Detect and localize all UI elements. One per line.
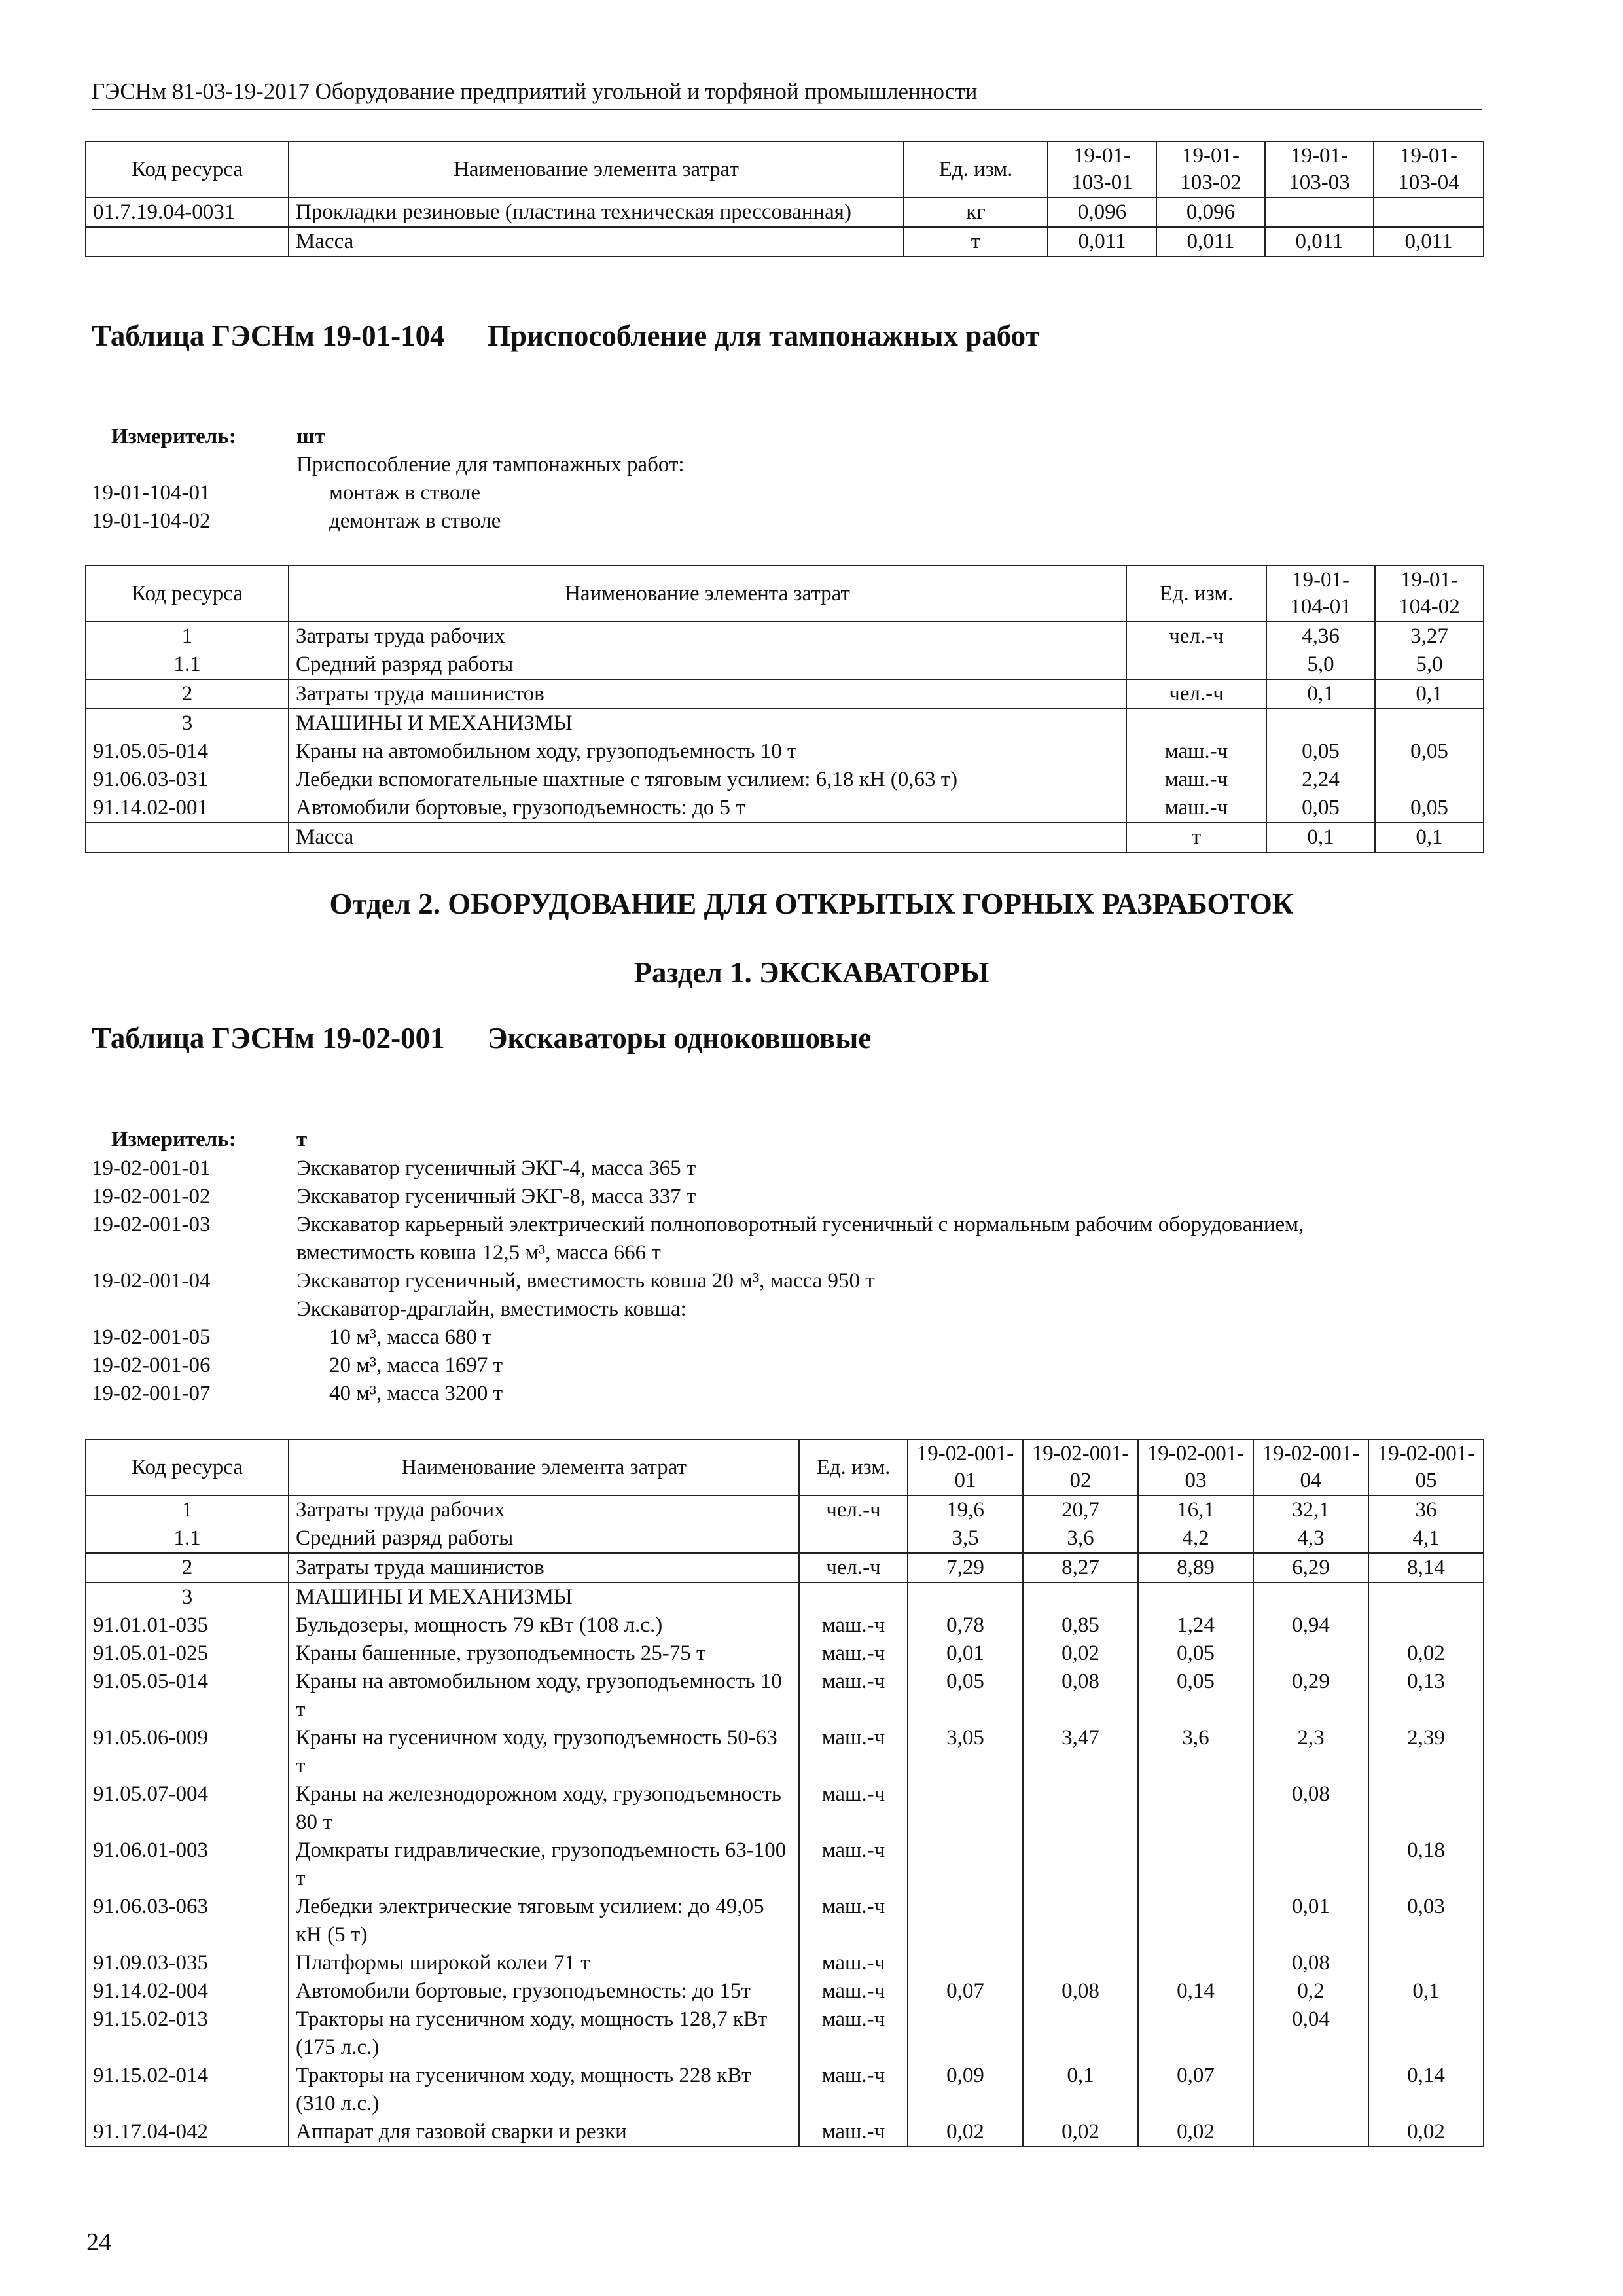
column-header: 19-02-001-01 (908, 1439, 1023, 1496)
value-cell (1253, 1640, 1368, 1668)
table-row (86, 651, 1484, 679)
value-cell (1253, 1837, 1368, 1893)
division-heading: Отдел 2. ОБОРУДОВАНИЕ ДЛЯ ОТКРЫТЫХ ГОРНЫХ РАЗРАБОТОК (329, 888, 1294, 920)
cost-element-name: Лебедки вспомогательные шахтные с тяговым усилием: 6,18 кН (0,63 т) (289, 766, 1126, 794)
item-text: Экскаватор карьерный электрический полноповоротный гусеничный с нормальным рабочим оборудованием, (296, 1213, 1304, 1236)
table-row (86, 2118, 1484, 2147)
item-text: Экскаватор гусеничный, вместимость ковша 20 м³, масса 950 т (296, 1269, 875, 1293)
value-cell (1368, 1611, 1484, 1640)
unit-cell: маш.-ч (1126, 766, 1266, 794)
value-cell: 2,3 (1253, 1724, 1368, 1780)
resource-code: 2 (86, 679, 289, 709)
unit-cell (1126, 651, 1266, 679)
value-cell: 3,5 (908, 1524, 1023, 1553)
value-cell: 6,29 (1253, 1553, 1368, 1583)
resource-code: 91.09.03-035 (86, 1949, 289, 1977)
measure-item (92, 1155, 1492, 1183)
unit-cell: кг (904, 198, 1048, 227)
cost-element-name: Краны на автомобильном ходу, грузоподъемность 10 т (289, 738, 1126, 766)
value-cell: 0,05 (1266, 794, 1375, 823)
table-row (86, 1640, 1484, 1668)
measure-item (92, 507, 1466, 535)
column-header: Наименование элемента затрат (289, 141, 904, 198)
table-title-name: Экскаваторы одноковшовые (488, 1022, 872, 1054)
unit-cell: маш.-ч (799, 1668, 908, 1724)
value-cell: 0,02 (1368, 2118, 1484, 2147)
cost-element-name: Затраты труда рабочих (289, 1496, 799, 1524)
value-cell: 0,1 (1375, 823, 1484, 852)
value-cell (1375, 709, 1484, 738)
measure-unit: т (296, 1128, 308, 1151)
value-cell: 0,14 (1138, 1977, 1253, 2005)
column-header: 19-02-001-03 (1138, 1439, 1253, 1496)
column-header: 19-01-103-01 (1048, 141, 1156, 198)
cost-element-name: Тракторы на гусеничном ходу, мощность 128,7 кВт (175 л.с.) (289, 2005, 799, 2062)
measure-label: Измеритель: (111, 1128, 236, 1151)
table-row (86, 1496, 1484, 1524)
cost-element-name: Средний разряд работы (289, 1524, 799, 1553)
value-cell: 0,05 (1138, 1640, 1253, 1668)
table-row (86, 709, 1484, 738)
resource-code: 1 (86, 622, 289, 651)
unit-cell: маш.-ч (799, 1611, 908, 1640)
column-header: 19-01-103-04 (1374, 141, 1484, 198)
unit-cell: маш.-ч (1126, 794, 1266, 823)
item-text: Приспособление для тампонажных работ: (296, 453, 685, 476)
cost-element-name: Автомобили бортовые, грузоподъемность: до 15т (289, 1977, 799, 2005)
value-cell (1138, 1837, 1253, 1893)
value-cell: 0,08 (1253, 1780, 1368, 1837)
value-cell: 0,02 (1023, 2118, 1138, 2147)
unit-cell (799, 1583, 908, 1611)
item-text: Экскаватор гусеничный ЭКГ-8, масса 337 т (296, 1185, 696, 1208)
value-cell: 32,1 (1253, 1496, 1368, 1524)
value-cell (1368, 1583, 1484, 1611)
value-cell: 16,1 (1138, 1496, 1253, 1524)
value-cell (1138, 1949, 1253, 1977)
value-cell (1375, 766, 1484, 794)
resource-code: 91.05.05-014 (86, 738, 289, 766)
resource-code: 01.7.19.04-0031 (86, 198, 289, 227)
measure-item (92, 1380, 1492, 1408)
cost-element-name: Затраты труда машинистов (289, 679, 1126, 709)
value-cell: 0,05 (908, 1668, 1023, 1724)
resource-code: 91.06.03-031 (86, 766, 289, 794)
cost-element-name: Прокладки резиновые (пластина техническая прессованная) (289, 198, 904, 227)
table-row (86, 766, 1484, 794)
table-row (86, 2062, 1484, 2118)
value-cell: 0,02 (908, 2118, 1023, 2147)
column-header: 19-02-001-04 (1253, 1439, 1368, 1496)
unit-cell: маш.-ч (799, 2118, 908, 2147)
measure-item (92, 1267, 1492, 1295)
resource-code: 91.06.01-003 (86, 1837, 289, 1893)
table-row (86, 1780, 1484, 1837)
cost-element-name: Масса (289, 823, 1126, 852)
cost-element-name: Средний разряд работы (289, 651, 1126, 679)
table-row (86, 1583, 1484, 1611)
value-cell: 8,14 (1368, 1553, 1484, 1583)
value-cell: 5,0 (1266, 651, 1375, 679)
table-row (86, 227, 1484, 257)
resource-code: 3 (86, 1583, 289, 1611)
value-cell (1368, 1780, 1484, 1837)
cost-element-name: Краны на автомобильном ходу, грузоподъемность 10 т (289, 1668, 799, 1724)
value-cell: 4,1 (1368, 1524, 1484, 1553)
cost-element-name: Домкраты гидравлические, грузоподъемность 63-100 т (289, 1837, 799, 1893)
unit-cell: маш.-ч (799, 1893, 908, 1949)
unit-cell: чел.-ч (1126, 679, 1266, 709)
value-cell (1023, 1893, 1138, 1949)
item-code: 19-02-001-05 (92, 1325, 211, 1349)
value-cell: 7,29 (908, 1553, 1023, 1583)
cost-element-name: Затраты труда рабочих (289, 622, 1126, 651)
unit-cell: маш.-ч (799, 1780, 908, 1837)
value-cell: 8,89 (1138, 1553, 1253, 1583)
cost-element-name: Лебедки электрические тяговым усилием: до 49,05 кН (5 т) (289, 1893, 799, 1949)
resource-code: 91.06.03-063 (86, 1893, 289, 1949)
item-text: Экскаватор-драглайн, вместимость ковша: (296, 1297, 687, 1321)
cost-element-name: Краны на гусеничном ходу, грузоподъемность 50-63 т (289, 1724, 799, 1780)
value-cell (1023, 1583, 1138, 1611)
measure-items (92, 451, 1466, 535)
cost-element-name: Тракторы на гусеничном ходу, мощность 228 кВт (310 л.с.) (289, 2062, 799, 2118)
value-cell: 0,05 (1375, 738, 1484, 766)
table-title-code: Таблица ГЭСНм 19-01-104 (92, 319, 445, 352)
cost-element-name: Краны на железнодорожном ходу, грузоподъемность 80 т (289, 1780, 799, 1837)
item-code: 19-02-001-07 (92, 1382, 211, 1405)
value-cell: 0,07 (908, 1977, 1023, 2005)
column-header: Код ресурса (86, 565, 289, 622)
resource-code: 91.14.02-004 (86, 1977, 289, 2005)
table-title-code: Таблица ГЭСНм 19-02-001 (92, 1022, 445, 1054)
column-header: 19-02-001-05 (1368, 1439, 1484, 1496)
column-header: Наименование элемента затрат (289, 565, 1126, 622)
measure-item (92, 1295, 1492, 1323)
value-cell (1023, 1837, 1138, 1893)
value-cell: 2,39 (1368, 1724, 1484, 1780)
table-row (86, 1611, 1484, 1640)
value-cell: 0,05 (1266, 738, 1375, 766)
value-cell (1374, 198, 1484, 227)
table-title-name: Приспособление для тампонажных работ (488, 319, 1040, 352)
value-cell: 0,096 (1156, 198, 1265, 227)
value-cell: 0,1 (1368, 1977, 1484, 2005)
table-row (86, 2005, 1484, 2062)
table-row (86, 1553, 1484, 1583)
column-header: Ед. изм. (904, 141, 1048, 198)
column-header: 19-01-104-01 (1266, 565, 1375, 622)
table-row (86, 1977, 1484, 2005)
cost-table-19-01-104 (85, 565, 1484, 853)
value-cell: 0,13 (1368, 1668, 1484, 1724)
unit-cell (1126, 709, 1266, 738)
table-row (86, 794, 1484, 823)
unit-cell: маш.-ч (799, 1724, 908, 1780)
value-cell: 0,29 (1253, 1668, 1368, 1724)
value-cell (908, 1583, 1023, 1611)
measure-item (92, 1183, 1492, 1211)
value-cell (1138, 2005, 1253, 2062)
table-row (86, 823, 1484, 852)
value-cell: 3,6 (1138, 1724, 1253, 1780)
resource-code: 91.05.06-009 (86, 1724, 289, 1780)
table-row (86, 1893, 1484, 1949)
unit-cell (799, 1524, 908, 1553)
cost-element-name: Аппарат для газовой сварки и резки (289, 2118, 799, 2147)
resource-code: 3 (86, 709, 289, 738)
unit-cell: чел.-ч (1126, 622, 1266, 651)
value-cell: 0,09 (908, 2062, 1023, 2118)
item-code: 19-02-001-02 (92, 1185, 211, 1208)
item-text: 20 м³, масса 1697 т (329, 1354, 503, 1377)
value-cell (908, 2005, 1023, 2062)
value-cell: 0,011 (1265, 227, 1374, 257)
resource-code: 91.05.07-004 (86, 1780, 289, 1837)
value-cell: 3,6 (1023, 1524, 1138, 1553)
value-cell: 3,47 (1023, 1724, 1138, 1780)
table-row (86, 1837, 1484, 1893)
running-header: ГЭСНм 81-03-19-2017 Оборудование предприятий угольной и торфяной промышленности (92, 77, 1482, 110)
resource-code: 1.1 (86, 1524, 289, 1553)
value-cell (1023, 1949, 1138, 1977)
table-row (86, 1668, 1484, 1724)
value-cell: 3,27 (1375, 622, 1484, 651)
value-cell (1253, 2118, 1368, 2147)
section-heading: Раздел 1. ЭКСКАВАТОРЫ (633, 956, 990, 989)
value-cell: 3,05 (908, 1724, 1023, 1780)
measure-item (92, 1239, 1492, 1267)
item-text: 40 м³, масса 3200 т (329, 1382, 503, 1405)
value-cell: 0,2 (1253, 1977, 1368, 2005)
resource-code: 91.15.02-014 (86, 2062, 289, 2118)
table-row (86, 198, 1484, 227)
value-cell: 0,011 (1156, 227, 1265, 257)
resource-code: 91.14.02-001 (86, 794, 289, 823)
value-cell: 36 (1368, 1496, 1484, 1524)
value-cell: 0,1 (1266, 823, 1375, 852)
value-cell: 0,94 (1253, 1611, 1368, 1640)
resource-code: 2 (86, 1553, 289, 1583)
value-cell (1138, 1583, 1253, 1611)
resource-code (86, 227, 289, 257)
column-header: Код ресурса (86, 1439, 289, 1496)
unit-cell: маш.-ч (799, 1977, 908, 2005)
item-code: 19-02-001-03 (92, 1213, 211, 1236)
item-code: 19-02-001-01 (92, 1157, 211, 1180)
value-cell: 0,096 (1048, 198, 1156, 227)
value-cell: 2,24 (1266, 766, 1375, 794)
cost-element-name: Бульдозеры, мощность 79 кВт (108 л.с.) (289, 1611, 799, 1640)
value-cell: 0,011 (1048, 227, 1156, 257)
resource-code: 91.17.04-042 (86, 2118, 289, 2147)
item-text: 10 м³, масса 680 т (329, 1325, 492, 1349)
item-code: 19-02-001-04 (92, 1269, 211, 1293)
measure-item (92, 479, 1466, 507)
value-cell: 0,02 (1368, 1640, 1484, 1668)
value-cell: 1,24 (1138, 1611, 1253, 1640)
cost-element-name: Платформы широкой колеи 71 т (289, 1949, 799, 1977)
value-cell: 8,27 (1023, 1553, 1138, 1583)
value-cell (908, 1893, 1023, 1949)
value-cell (1368, 1949, 1484, 1977)
cost-element-name: Автомобили бортовые, грузоподъемность: до 5 т (289, 794, 1126, 823)
value-cell: 4,3 (1253, 1524, 1368, 1553)
value-cell: 0,02 (1138, 2118, 1253, 2147)
column-header: 19-01-103-02 (1156, 141, 1265, 198)
value-cell (1265, 198, 1374, 227)
value-cell: 0,011 (1374, 227, 1484, 257)
measure-label: Измеритель: (111, 425, 236, 448)
measure-item (92, 1211, 1492, 1239)
unit-cell: маш.-ч (799, 1837, 908, 1893)
value-cell (908, 1949, 1023, 1977)
item-text: Экскаватор гусеничный ЭКГ-4, масса 365 т (296, 1157, 696, 1180)
value-cell: 0,1 (1023, 2062, 1138, 2118)
value-cell: 0,04 (1253, 2005, 1368, 2062)
value-cell: 0,78 (908, 1611, 1023, 1640)
value-cell: 0,08 (1023, 1977, 1138, 2005)
resource-code: 91.05.01-025 (86, 1640, 289, 1668)
measure-items (92, 1155, 1492, 1408)
cost-element-name: Масса (289, 227, 904, 257)
resource-code: 91.05.05-014 (86, 1668, 289, 1724)
value-cell: 0,08 (1023, 1668, 1138, 1724)
cost-element-name: Краны башенные, грузоподъемность 25-75 т (289, 1640, 799, 1668)
value-cell: 0,05 (1375, 794, 1484, 823)
measure-item (92, 1323, 1492, 1352)
value-cell: 0,85 (1023, 1611, 1138, 1640)
value-cell (1266, 709, 1375, 738)
value-cell (1253, 2062, 1368, 2118)
cost-element-name: Затраты труда машинистов (289, 1553, 799, 1583)
item-text: монтаж в стволе (329, 481, 480, 505)
unit-cell: маш.-ч (799, 2005, 908, 2062)
cost-table-19-01-103 (85, 141, 1484, 257)
value-cell: 0,01 (908, 1640, 1023, 1668)
resource-code: 91.01.01-035 (86, 1611, 289, 1640)
table-row (86, 1949, 1484, 1977)
table-row (86, 622, 1484, 651)
unit-cell: т (1126, 823, 1266, 852)
value-cell (1368, 2005, 1484, 2062)
column-header: Наименование элемента затрат (289, 1439, 799, 1496)
unit-cell: т (904, 227, 1048, 257)
column-header: Ед. изм. (1126, 565, 1266, 622)
value-cell: 0,1 (1266, 679, 1375, 709)
cost-table-19-02-001 (85, 1439, 1484, 2147)
item-code: 19-01-104-02 (92, 509, 211, 533)
resource-code: 1.1 (86, 651, 289, 679)
unit-cell: чел.-ч (799, 1553, 908, 1583)
item-code: 19-02-001-06 (92, 1354, 211, 1377)
page-number: 24 (86, 2229, 111, 2256)
value-cell: 0,1 (1375, 679, 1484, 709)
value-cell: 0,18 (1368, 1837, 1484, 1893)
value-cell (1253, 1583, 1368, 1611)
unit-cell: маш.-ч (799, 1949, 908, 1977)
value-cell (1023, 1780, 1138, 1837)
value-cell (908, 1837, 1023, 1893)
cost-element-name: МАШИНЫ И МЕХАНИЗМЫ (289, 709, 1126, 738)
value-cell: 0,03 (1368, 1893, 1484, 1949)
table-row (86, 679, 1484, 709)
unit-cell: маш.-ч (799, 2062, 908, 2118)
value-cell: 0,05 (1138, 1668, 1253, 1724)
value-cell: 4,36 (1266, 622, 1375, 651)
table-row (86, 1524, 1484, 1553)
item-text: вместимость ковша 12,5 м³, масса 666 т (296, 1241, 661, 1265)
column-header: Ед. изм. (799, 1439, 908, 1496)
measure-item (92, 451, 1466, 479)
table-row (86, 1724, 1484, 1780)
value-cell: 0,08 (1253, 1949, 1368, 1977)
measure-unit: шт (296, 425, 326, 448)
unit-cell: маш.-ч (1126, 738, 1266, 766)
value-cell: 19,6 (908, 1496, 1023, 1524)
column-header: Код ресурса (86, 141, 289, 198)
value-cell: 0,07 (1138, 2062, 1253, 2118)
measure-item (92, 1352, 1492, 1380)
value-cell (1138, 1893, 1253, 1949)
column-header: 19-01-103-03 (1265, 141, 1374, 198)
value-cell: 0,01 (1253, 1893, 1368, 1949)
resource-code: 91.15.02-013 (86, 2005, 289, 2062)
unit-cell: маш.-ч (799, 1640, 908, 1668)
value-cell: 0,02 (1023, 1640, 1138, 1668)
value-cell: 4,2 (1138, 1524, 1253, 1553)
value-cell: 5,0 (1375, 651, 1484, 679)
item-text: демонтаж в стволе (329, 509, 501, 533)
value-cell: 0,14 (1368, 2062, 1484, 2118)
item-code: 19-01-104-01 (92, 481, 211, 505)
column-header: 19-02-001-02 (1023, 1439, 1138, 1496)
column-header: 19-01-104-02 (1375, 565, 1484, 622)
cost-element-name: МАШИНЫ И МЕХАНИЗМЫ (289, 1583, 799, 1611)
value-cell (1023, 2005, 1138, 2062)
value-cell (908, 1780, 1023, 1837)
resource-code (86, 823, 289, 852)
resource-code: 1 (86, 1496, 289, 1524)
table-row (86, 738, 1484, 766)
unit-cell: чел.-ч (799, 1496, 908, 1524)
value-cell (1138, 1780, 1253, 1837)
value-cell: 20,7 (1023, 1496, 1138, 1524)
